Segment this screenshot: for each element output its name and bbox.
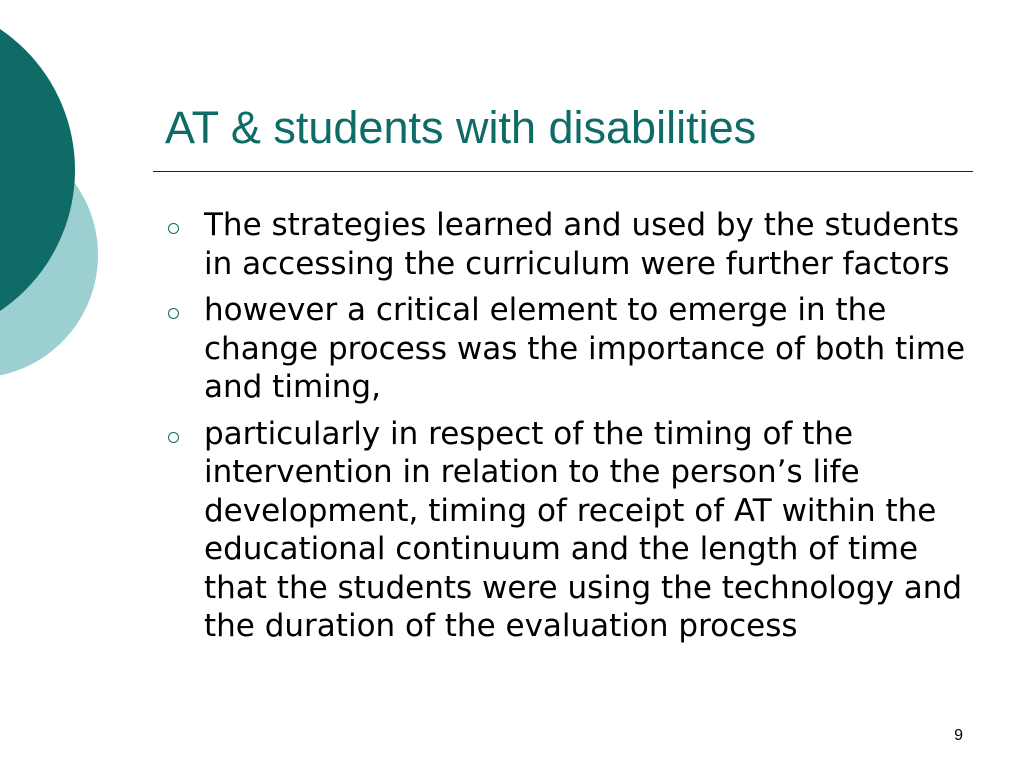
hollow-circle-bullet-icon	[168, 223, 179, 234]
bullet-item	[160, 291, 990, 407]
bullet-text: however a critical element to emerge in the change process was the importance of both time and timing,	[204, 292, 966, 405]
decorative-circles	[0, 0, 110, 420]
bullet-list	[160, 206, 990, 654]
bullet-text: particularly in respect of the timing of the intervention in relation to the person’s life development, timing of receipt of AT within the educational continuum and the length of time that the students were using the technology and the duration of the evaluation process	[204, 415, 963, 644]
slide-title: AT & students with disabilities	[165, 102, 757, 153]
bullet-item	[160, 206, 990, 283]
bullet-text: The strategies learned and used by the students in accessing the curriculum were further factors	[204, 207, 960, 282]
hollow-circle-bullet-icon	[168, 308, 179, 319]
title-divider	[153, 171, 973, 172]
hollow-circle-bullet-icon	[168, 432, 179, 443]
slide-number: 9	[954, 727, 963, 744]
bullet-item	[160, 415, 990, 646]
